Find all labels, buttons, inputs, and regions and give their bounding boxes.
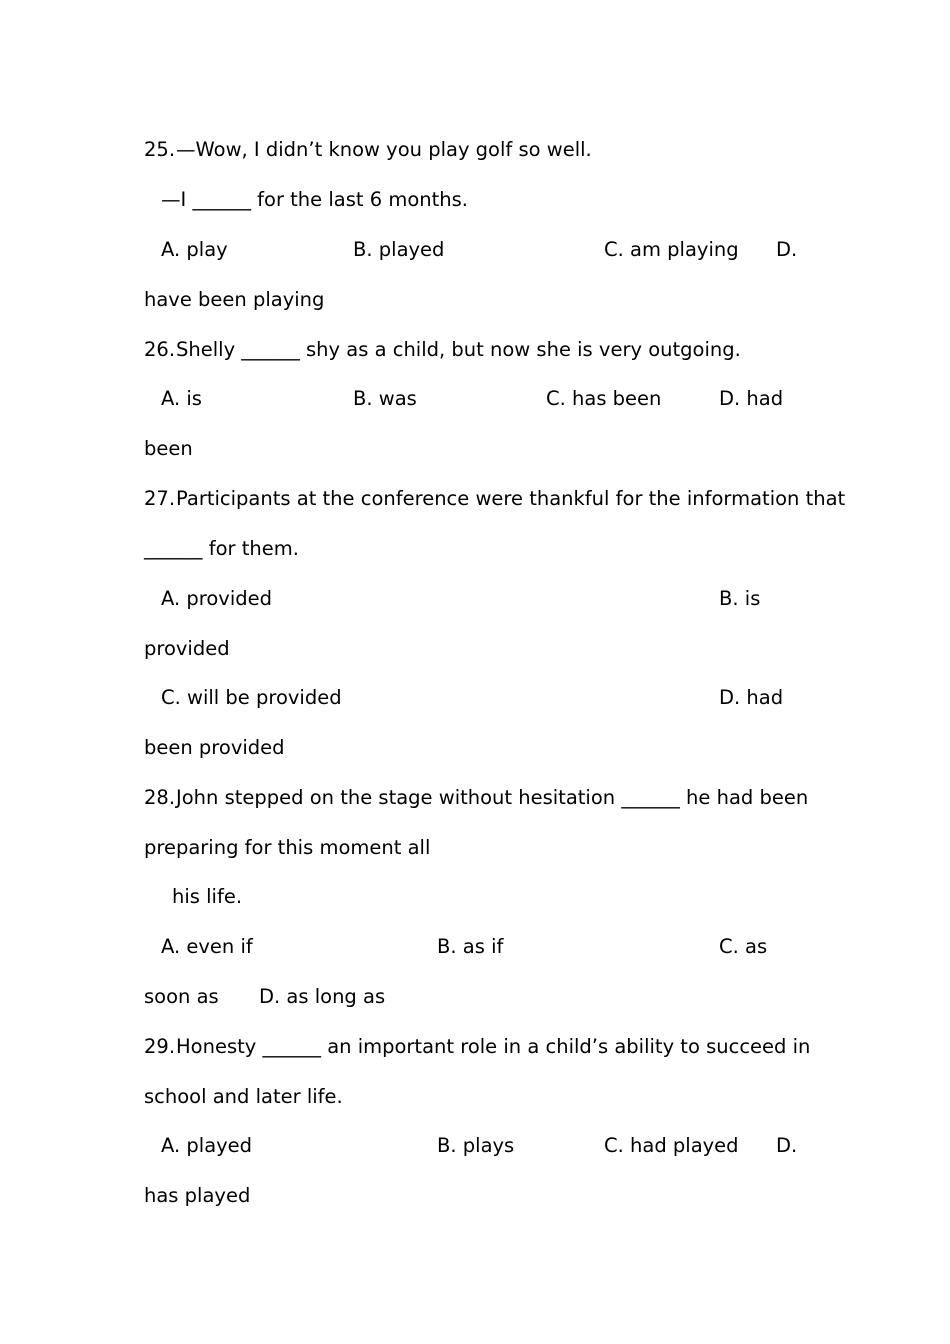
question-25-option-d[interactable]: D. xyxy=(776,238,798,261)
question-28-option-a[interactable]: A. even if xyxy=(161,935,253,958)
question-26-number: 26. xyxy=(144,338,176,361)
question-28-stem-line3: his life. xyxy=(172,885,243,908)
question-27-option-d-wrap: been provided xyxy=(144,736,285,759)
question-27-option-a[interactable]: A. provided xyxy=(161,587,273,610)
question-29-stem: Honesty ______ an important role in a child’s ability to succeed in xyxy=(176,1035,811,1058)
question-26-option-c[interactable]: C. has been xyxy=(546,387,662,410)
question-28-option-d[interactable]: D. as long as xyxy=(259,985,386,1008)
question-28-option-c[interactable]: C. as xyxy=(719,935,768,958)
question-25-option-c[interactable]: C. am playing xyxy=(604,238,739,261)
question-29-number: 29. xyxy=(144,1035,176,1058)
question-25-option-b[interactable]: B. played xyxy=(353,238,445,261)
question-29-option-a[interactable]: A. played xyxy=(161,1134,253,1157)
question-28-stem-line2: preparing for this moment all xyxy=(144,836,431,859)
question-28-stem: John stepped on the stage without hesitation ______ he had been xyxy=(176,786,809,809)
question-26-stem: Shelly ______ shy as a child, but now she is very outgoing. xyxy=(176,338,741,361)
question-29-stem-line2: school and later life. xyxy=(144,1085,343,1108)
question-27-stem: Participants at the conference were thankful for the information that xyxy=(176,487,846,510)
question-29-option-b[interactable]: B. plays xyxy=(437,1134,515,1157)
question-28-option-b[interactable]: B. as if xyxy=(437,935,504,958)
question-26-option-b[interactable]: B. was xyxy=(353,387,417,410)
question-29-option-c[interactable]: C. had played xyxy=(604,1134,739,1157)
question-25-option-a[interactable]: A. play xyxy=(161,238,228,261)
question-27-option-b[interactable]: B. is xyxy=(719,587,761,610)
question-25-option-d-wrap: have been playing xyxy=(144,288,325,311)
question-29-option-d[interactable]: D. xyxy=(776,1134,798,1157)
question-25-stem: —Wow, I didn’t know you play golf so well. xyxy=(176,138,592,161)
question-27-stem-line2: ______ for them. xyxy=(144,537,299,560)
question-29-option-d-wrap: has played xyxy=(144,1184,251,1207)
question-27-option-b-wrap: provided xyxy=(144,637,230,660)
question-26-option-d-wrap: been xyxy=(144,437,193,460)
question-25-number: 25. xyxy=(144,138,176,161)
question-27-option-d[interactable]: D. had xyxy=(719,686,784,709)
question-25-stem-line2: —I ______ for the last 6 months. xyxy=(161,188,468,211)
question-27-number: 27. xyxy=(144,487,176,510)
question-26-option-d[interactable]: D. had xyxy=(719,387,784,410)
question-26-option-a[interactable]: A. is xyxy=(161,387,202,410)
question-28-option-c-wrap: soon as xyxy=(144,985,219,1008)
question-27-option-c[interactable]: C. will be provided xyxy=(161,686,342,709)
question-28-number: 28. xyxy=(144,786,176,809)
